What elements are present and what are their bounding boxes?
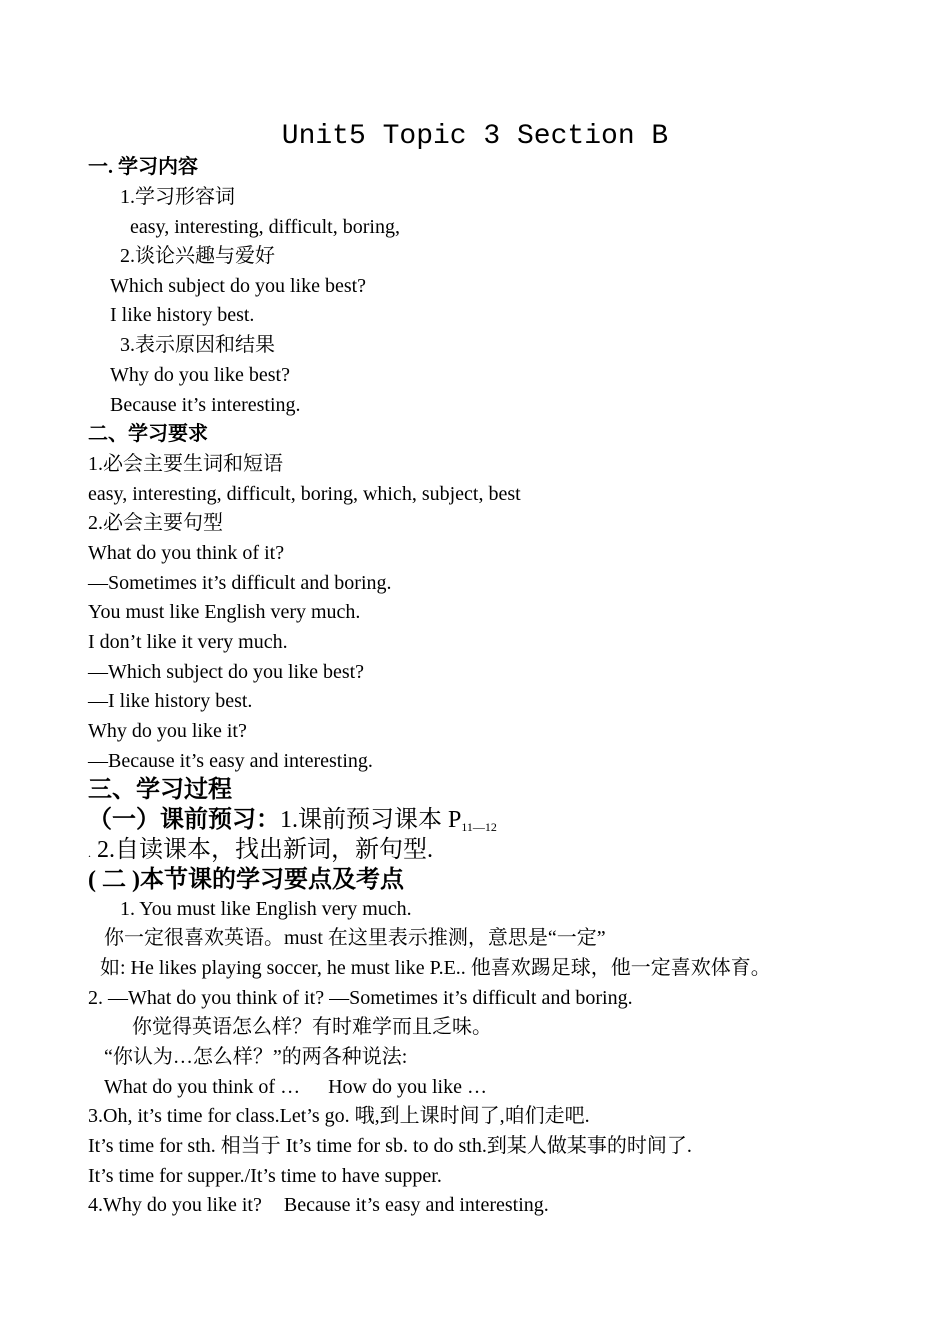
text-line: 1. You must like English very much. — [120, 898, 412, 920]
preview-text-2: 2.自读课本，找出新词，新句型. — [97, 837, 433, 863]
preview-label: （一）课前预习： — [88, 807, 280, 833]
text-line: 1.学习形容词 — [120, 186, 235, 208]
text-line: easy, interesting, difficult, boring, which, subject, best — [88, 483, 521, 505]
preview-pages: 11—12 — [461, 820, 497, 834]
text-line: I don’t like it very much. — [88, 631, 288, 653]
text-line: Why do you like best? — [110, 364, 290, 386]
phrase-b: How do you like … — [328, 1076, 487, 1098]
stray-dot: . — [88, 846, 91, 860]
text-line: I like history best. — [110, 304, 255, 326]
text-line: 你觉得英语怎么样？有时难学而且乏味。 — [132, 1016, 492, 1038]
text-line: 2.谈论兴趣与爱好 — [120, 245, 275, 267]
points-heading: ( 二 )本节课的学习要点及考点 — [88, 867, 404, 893]
text-line: 3.Oh, it’s time for class.Let’s go. 哦,到上课时间了,咱们走吧. — [88, 1105, 590, 1127]
question: 4.Why do you like it? — [88, 1194, 262, 1216]
text-line: Which subject do you like best? — [110, 275, 367, 297]
text-line: —Sometimes it’s difficult and boring. — [88, 572, 392, 594]
text-line — [104, 1074, 487, 1100]
text-line: Because it’s interesting. — [110, 394, 301, 416]
text-line: 2. —What do you think of it? —Sometimes it’s difficult and boring. — [88, 987, 633, 1009]
section2-heading: 二、学习要求 — [88, 423, 208, 445]
page-title: Unit5 Topic 3 Section B — [281, 121, 669, 152]
text-line: 2.必会主要句型 — [88, 512, 223, 534]
text-line: 如: He likes playing soccer, he must like P.E.. 他喜欢踢足球，他一定喜欢体育。 — [100, 957, 771, 979]
text-line — [88, 1192, 549, 1218]
preview-text: 1.课前预习课本 P — [280, 807, 462, 833]
section1-heading: 一. 学习内容 — [88, 156, 198, 178]
text-line: What do you think of it? — [88, 542, 285, 564]
phrase-a: What do you think of … — [104, 1076, 301, 1098]
text-line: 你一定很喜欢英语。must 在这里表示推测，意思是“一定” — [104, 927, 606, 949]
text-line: —I like history best. — [88, 690, 253, 712]
text-line: It’s time for sth. 相当于 It’s time for sb. to do sth.到某人做某事的时间了. — [88, 1135, 692, 1157]
preview-line-2 — [88, 835, 433, 868]
answer: Because it’s easy and interesting. — [283, 1194, 549, 1216]
text-line: Why do you like it? — [88, 720, 247, 742]
text-line: —Because it’s easy and interesting. — [88, 750, 373, 772]
text-line: —Which subject do you like best? — [88, 661, 365, 683]
text-line: It’s time for supper./It’s time to have supper. — [88, 1165, 442, 1187]
text-line: easy, interesting, difficult, boring, — [130, 216, 400, 238]
text-line: “你认为…怎么样？”的两各种说法: — [104, 1046, 408, 1068]
section3-heading: 三、学习过程 — [88, 777, 232, 803]
text-line: You must like English very much. — [88, 601, 361, 623]
text-line: 1.必会主要生词和短语 — [88, 453, 283, 475]
text-line: 3.表示原因和结果 — [120, 334, 275, 356]
